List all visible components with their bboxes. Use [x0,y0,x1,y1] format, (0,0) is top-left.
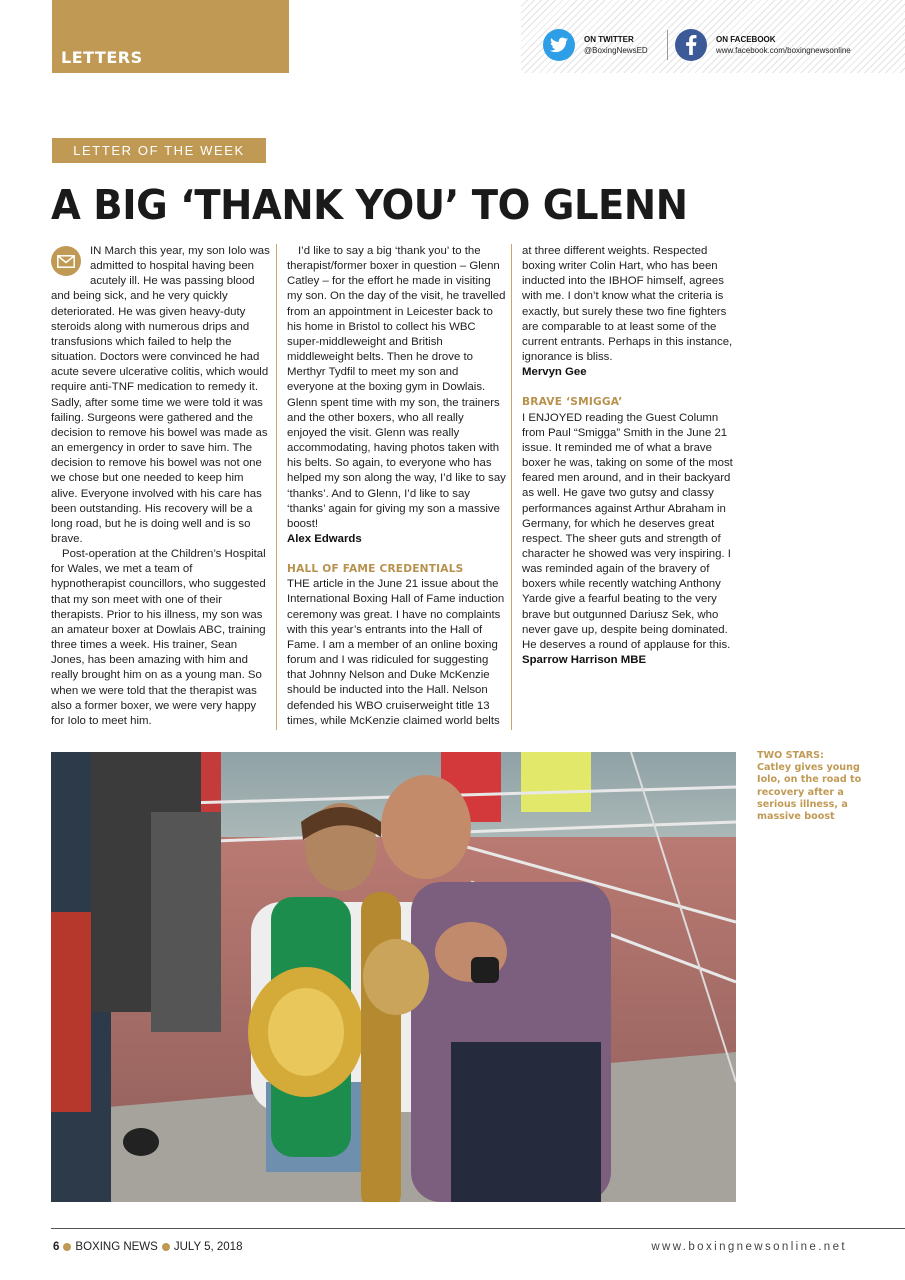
social-divider [667,30,668,60]
publication-name: BOXING NEWS [75,1241,158,1253]
issue-date: JULY 5, 2018 [173,1241,243,1253]
letter2-paragraph-continued: at three different weights. Respected boxing writer Colin Hart, who has been inducted into the IBHOF himself, agrees with me. I don’t know what the criteria is exactly, but surely these two fine fighters are comparable to at least some of the current entrants. Perhaps in this instance, ignorance is bliss. [522,245,733,364]
article-column-3 [522,244,741,668]
caption-lead: TWO STARS: [757,750,824,761]
article-column-1 [51,244,270,729]
caption-text: Catley gives young Iolo, on the road to recovery after a serious illness, a massive boost [757,762,862,823]
page-number: 6 [53,1241,60,1253]
letter2-heading: HALL OF FAME CREDENTIALS [287,563,464,576]
twitter-icon [543,29,575,61]
section-title: LETTERS [61,48,143,67]
photo-glenn-catley-and-iolo [51,752,736,1202]
headline: A BIG ‘THANK YOU’ TO GLENN [51,181,688,229]
letter1-paragraph-3: I’d like to say a big ‘thank you’ to the therapist/former boxer in question – Glenn Catley – for the effort he made in visiting my son. On the day of the visit, he travelled from an appointment in Leicester back to his home in Bristol to collect his WBC super-middleweight and British middleweight belts. Then he drove to Merthyr Tydfil to meet my son and everyone at the boxing gym in Dowlais. Glenn spent time with my son, the trainers and the other boxers, who all really enjoyed the visit. Glenn was really accommodating, having photos taken with his belts. So again, to everyone who has helped my son along the way, I’d like to say ‘thanks’. And to Glenn, I’d like to say ‘thanks’ again for giving my son a massive boost! [287,245,506,530]
footer-dot [63,1243,71,1251]
letter1-signature: Alex Edwards [287,532,362,545]
website-url[interactable]: www.boxingnewsonline.net [651,1241,847,1253]
envelope-icon [51,246,81,276]
boxing-gym-photo [51,752,736,1202]
letter2-signature: Mervyn Gee [522,366,587,379]
column-divider [276,244,277,730]
letter3-paragraph: I ENJOYED reading the Guest Column from Paul “Smigga” Smith in the June 21 issue. It reminded me of what a brave boxer he was, taking on some of the most feared men around, and in their backyard as well. He gave two gutsy and classy performances against Arthur Abraham in Germany, for which he deserves great respect. The sheer guts and strength of character he showed was very inspiring. I was reminded again of the bravery of boxers while recently watching Anthony Yarde give a fearful beating to the very brave but outgunned Dariusz Sek, who never gave up, despite being dominated. He deserves a round of applause for this. [522,411,733,651]
photo-caption [757,750,877,823]
letter1-paragraph-1: IN March this year, my son Iolo was admitted to hospital having been acutely ill. He was passing blood and being sick, and he very quickly deteriorated. He was given heavy-duty steroids along with numerous drips and transfusions which failed to help the situation. Doctors were convinced he had acute severe ulcerative colitis, which would require anti-TNF medication to remedy it. Sadly, after some time we were told it was failing. Surgeons were gathered and the decision to remove his bowel was made as an emergency in order to save him. The decision to remove his bowel was not one we chose but one needed to keep him alive. Everyone involved with his care has been outstanding. His recovery will be a long road, but he is doing well and is so brave. [51,245,270,545]
letter3-signature: Sparrow Harrison MBE [522,654,647,667]
footer-rule [51,1228,905,1229]
facebook-link[interactable] [675,28,851,62]
twitter-link[interactable] [543,28,648,62]
letter1-paragraph-2: Post-operation at the Children’s Hospital for Wales, we met a team of hypnotherapist councillors, who suggested that my son meet with one of their therapists. Prior to his illness, my son was an amateur boxer at Dowlais ABC, training three times a week. His trainer, Sean Jones, has been amazing with him and really brought him on as a young man. So when we were told that the therapist was also a former boxer, we were very happy for Iolo to meet him. [51,548,266,727]
twitter-handle: @BoxingNewsED [584,46,648,55]
footer-dot [162,1243,170,1251]
footer-folio [53,1241,242,1253]
facebook-handle: www.facebook.com/boxingnewsonline [716,46,851,55]
twitter-label: ON TWITTER [584,35,634,44]
facebook-label: ON FACEBOOK [716,35,776,44]
letter2-paragraph: THE article in the June 21 issue about the International Boxing Hall of Fame induction ceremony was great. I have no complaints with this year’s entrants into the Hall of Fame. I am a member of an online boxing forum and I was ridiculed for suggesting that Johnny Nelson and Duke McKenzie should be inducted into the Hall. Nelson defended his WBO cruiserweight title 13 times, while McKenzie claimed world belts [287,578,505,727]
letter-of-the-week-kicker: LETTER OF THE WEEK [52,138,266,163]
column-divider [511,244,512,730]
facebook-icon [675,29,707,61]
social-bar [521,0,905,73]
section-label [52,0,289,73]
letter3-heading: BRAVE ‘SMIGGA’ [522,396,623,409]
article-column-2 [287,244,506,729]
